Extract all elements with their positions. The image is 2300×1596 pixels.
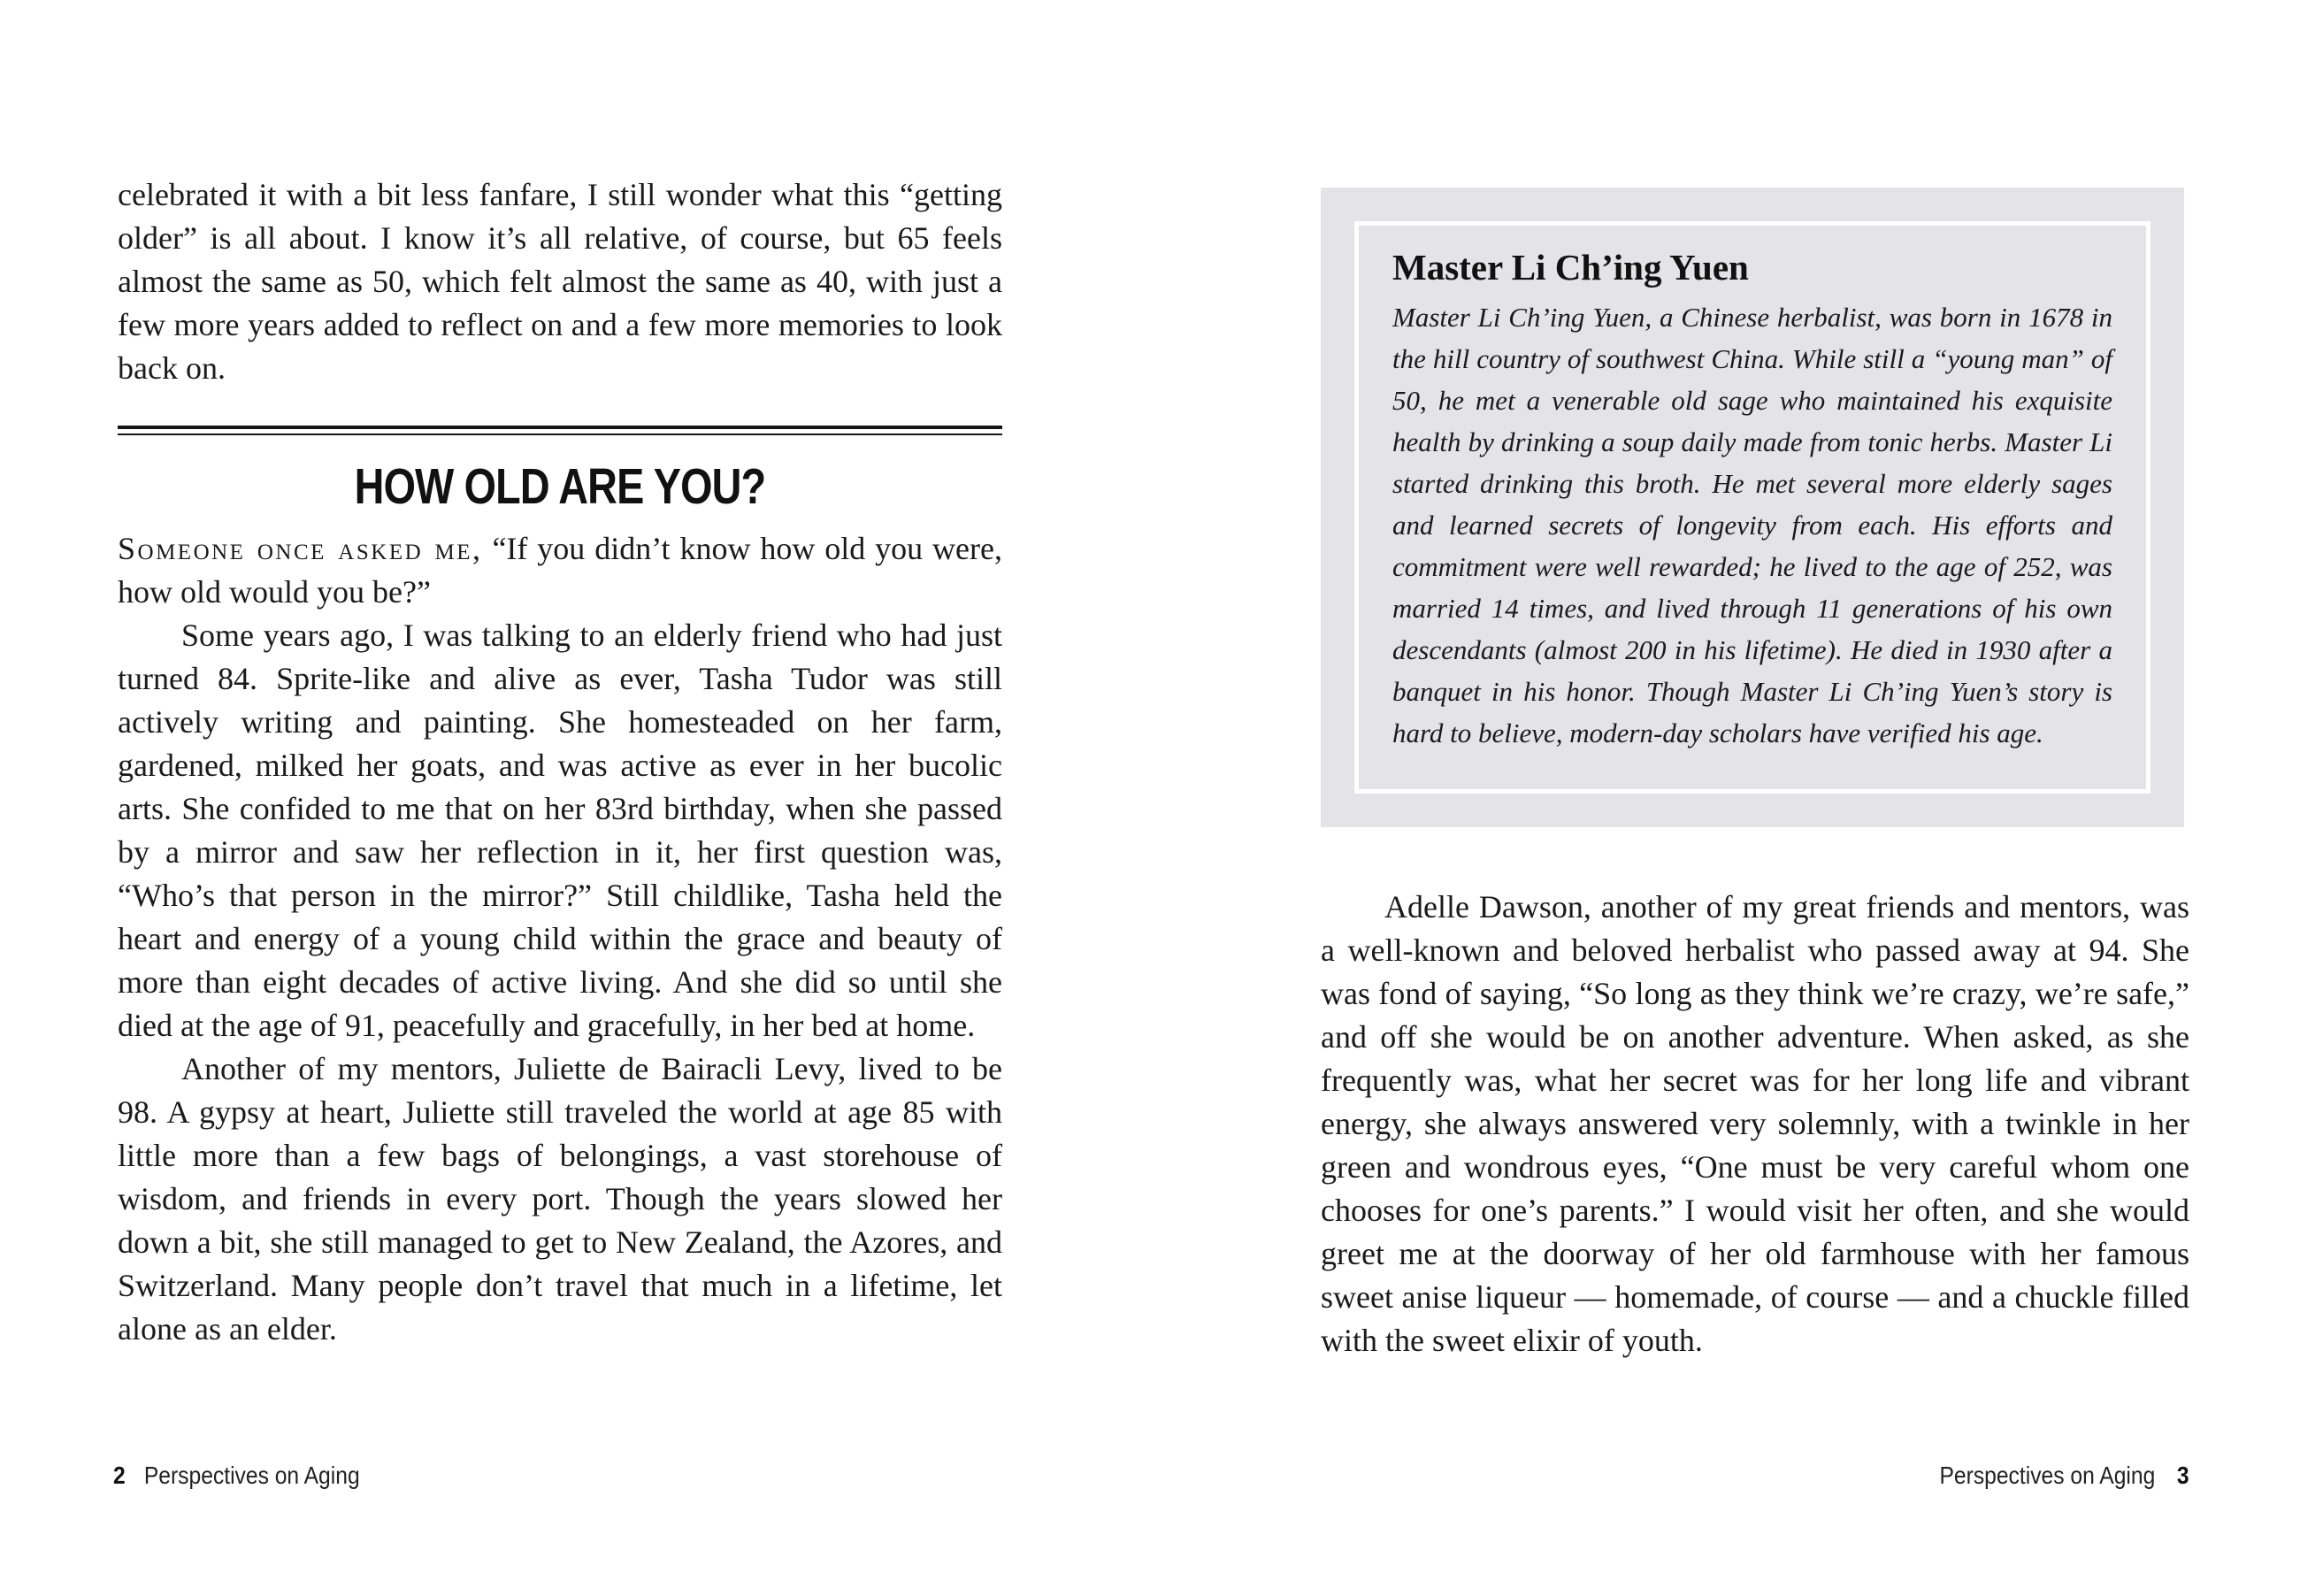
juliette-paragraph: Another of my mentors, Juliette de Bairacli Levy, lived to be 98. A gypsy at heart, Juliette still traveled the world at age 85 with little more than a few bags of belongings, a vast storehouse of wisdom, and friends in every port. Though the years slowed her down a bit, she still managed to get to New Zealand, the Azores, and Switzerland. Many people don’t travel that much in a lifetime, let alone as an elder. — [118, 1051, 1002, 1347]
lead-paragraph — [118, 527, 1002, 614]
left-page — [118, 173, 1002, 1351]
tasha-paragraph: Some years ago, I was talking to an elderly friend who had just turned 84. Sprite-like and alive as ever, Tasha Tudor was still actively writing and painting. She homesteaded on her farm, gardened, milked her goats, and was active as ever in her bucolic arts. She confided to me that on her 83rd birthday, when she passed by a mirror and saw her reflection in it, her first question was, “Who’s that person in the mirror?” Still childlike, Tasha held the heart and energy of a young child within the grace and beauty of more than eight decades of active living. And she did so until she died at the age of 91, peacefully and gracefully, in her bed at home. — [118, 618, 1002, 1043]
sidebar-keyline-frame — [1354, 221, 2150, 794]
sidebar-box — [1321, 188, 2184, 827]
section-heading: HOW OLD ARE YOU? — [354, 458, 766, 515]
sidebar-title: Master Li Ch’ing Yuen — [1392, 247, 1749, 288]
section-divider-rule — [118, 426, 1002, 435]
left-page-number: 2 — [113, 1462, 126, 1489]
intro-paragraph: celebrated it with a bit less fanfare, I still wonder what this “getting older” is all about. I know it’s all relative, of course, but 65 feels almost the same as 50, which felt almost the same as 40, with just a few more years added to reflect on and a few more memories to look back on. — [118, 177, 1002, 386]
left-footer — [113, 1462, 360, 1490]
divider-thin-line — [118, 434, 1002, 435]
divider-thick-line — [118, 426, 1002, 429]
right-footer — [1940, 1462, 2189, 1490]
lead-smallcaps: Someone once asked me, — [118, 531, 483, 566]
right-page-number: 3 — [2177, 1462, 2189, 1489]
left-running-title: Perspectives on Aging — [143, 1462, 360, 1489]
right-running-title: Perspectives on Aging — [1939, 1462, 2156, 1489]
lead-rest: “If you didn’t know how old you were, how old would you be?” — [118, 531, 1002, 610]
adelle-paragraph: Adelle Dawson, another of my great friends and mentors, was a well-known and beloved herbalist who passed away at 94. She was fond of saying, “So long as they think we’re crazy, we’re safe,” and off she would be on another adventure. When asked, as she frequently was, what her secret was for her long life and vibrant energy, she always answered very solemnly, with a twinkle in her green and wondrous eyes, “One must be very careful whom one chooses for one’s parents.” I would visit her often, and she would greet me at the doorway of her old farmhouse with her famous sweet anise liqueur — homemade, of course — and a chuckle filled with the sweet elixir of youth. — [1321, 889, 2189, 1358]
right-page — [1321, 188, 2189, 1362]
sidebar-body-text: Master Li Ch’ing Yuen, a Chinese herbalist, was born in 1678 in the hill country of southwest China. While still a “young man” of 50, he met a venerable old sage who maintained his exquisite health by drinking a soup daily made from tonic herbs. Master Li started drinking this broth. He met several more elderly sages and learned secrets of longevity from each. His efforts and commitment were well rewarded; he lived to the age of 252, was married 14 times, and lived through 11 generations of his own descendants (almost 200 in his lifetime). He died in 1930 after a banquet in his honor. Though Master Li Ch’ing Yuen’s story is hard to believe, modern-day scholars have verified his age. — [1392, 302, 2112, 748]
